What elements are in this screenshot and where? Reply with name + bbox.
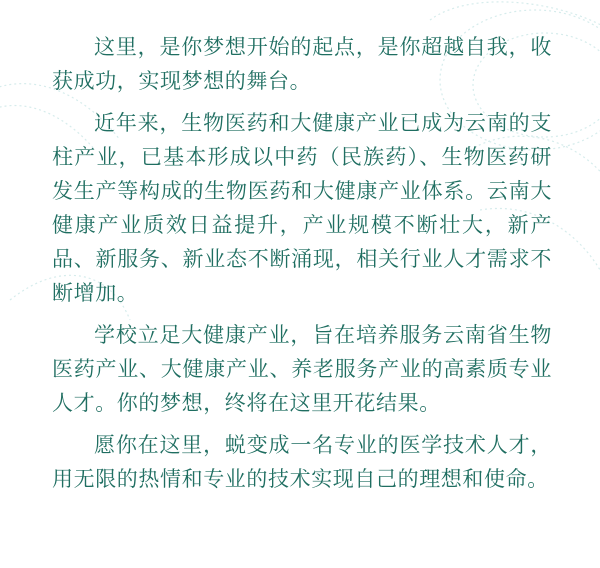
paragraph-4: 愿你在这里，蜕变成一名专业的医学技术人才，用无限的热情和专业的技术实现自己的理想和使命。 — [52, 433, 552, 491]
paragraph-1: 这里，是你梦想开始的起点，是你超越自我，收获成功，实现梦想的舞台。 — [52, 35, 552, 93]
article-body — [52, 30, 552, 504]
paragraph-2: 近年来，生物医药和大健康产业已成为云南的支柱产业，已基本形成以中药（民族药）、生物医药研发生产等构成的生物医药和大健康产业体系。云南大健康产业质效日益提升，产业规模不断壮大，新产品、新服务、新业态不断涌现，相关行业人才需求不断增加。 — [52, 111, 552, 305]
paragraph-3: 学校立足大健康产业，旨在培养服务云南省生物医药产业、大健康产业、养老服务产业的高素质专业人才。你的梦想，终将在这里开花结果。 — [52, 323, 552, 415]
